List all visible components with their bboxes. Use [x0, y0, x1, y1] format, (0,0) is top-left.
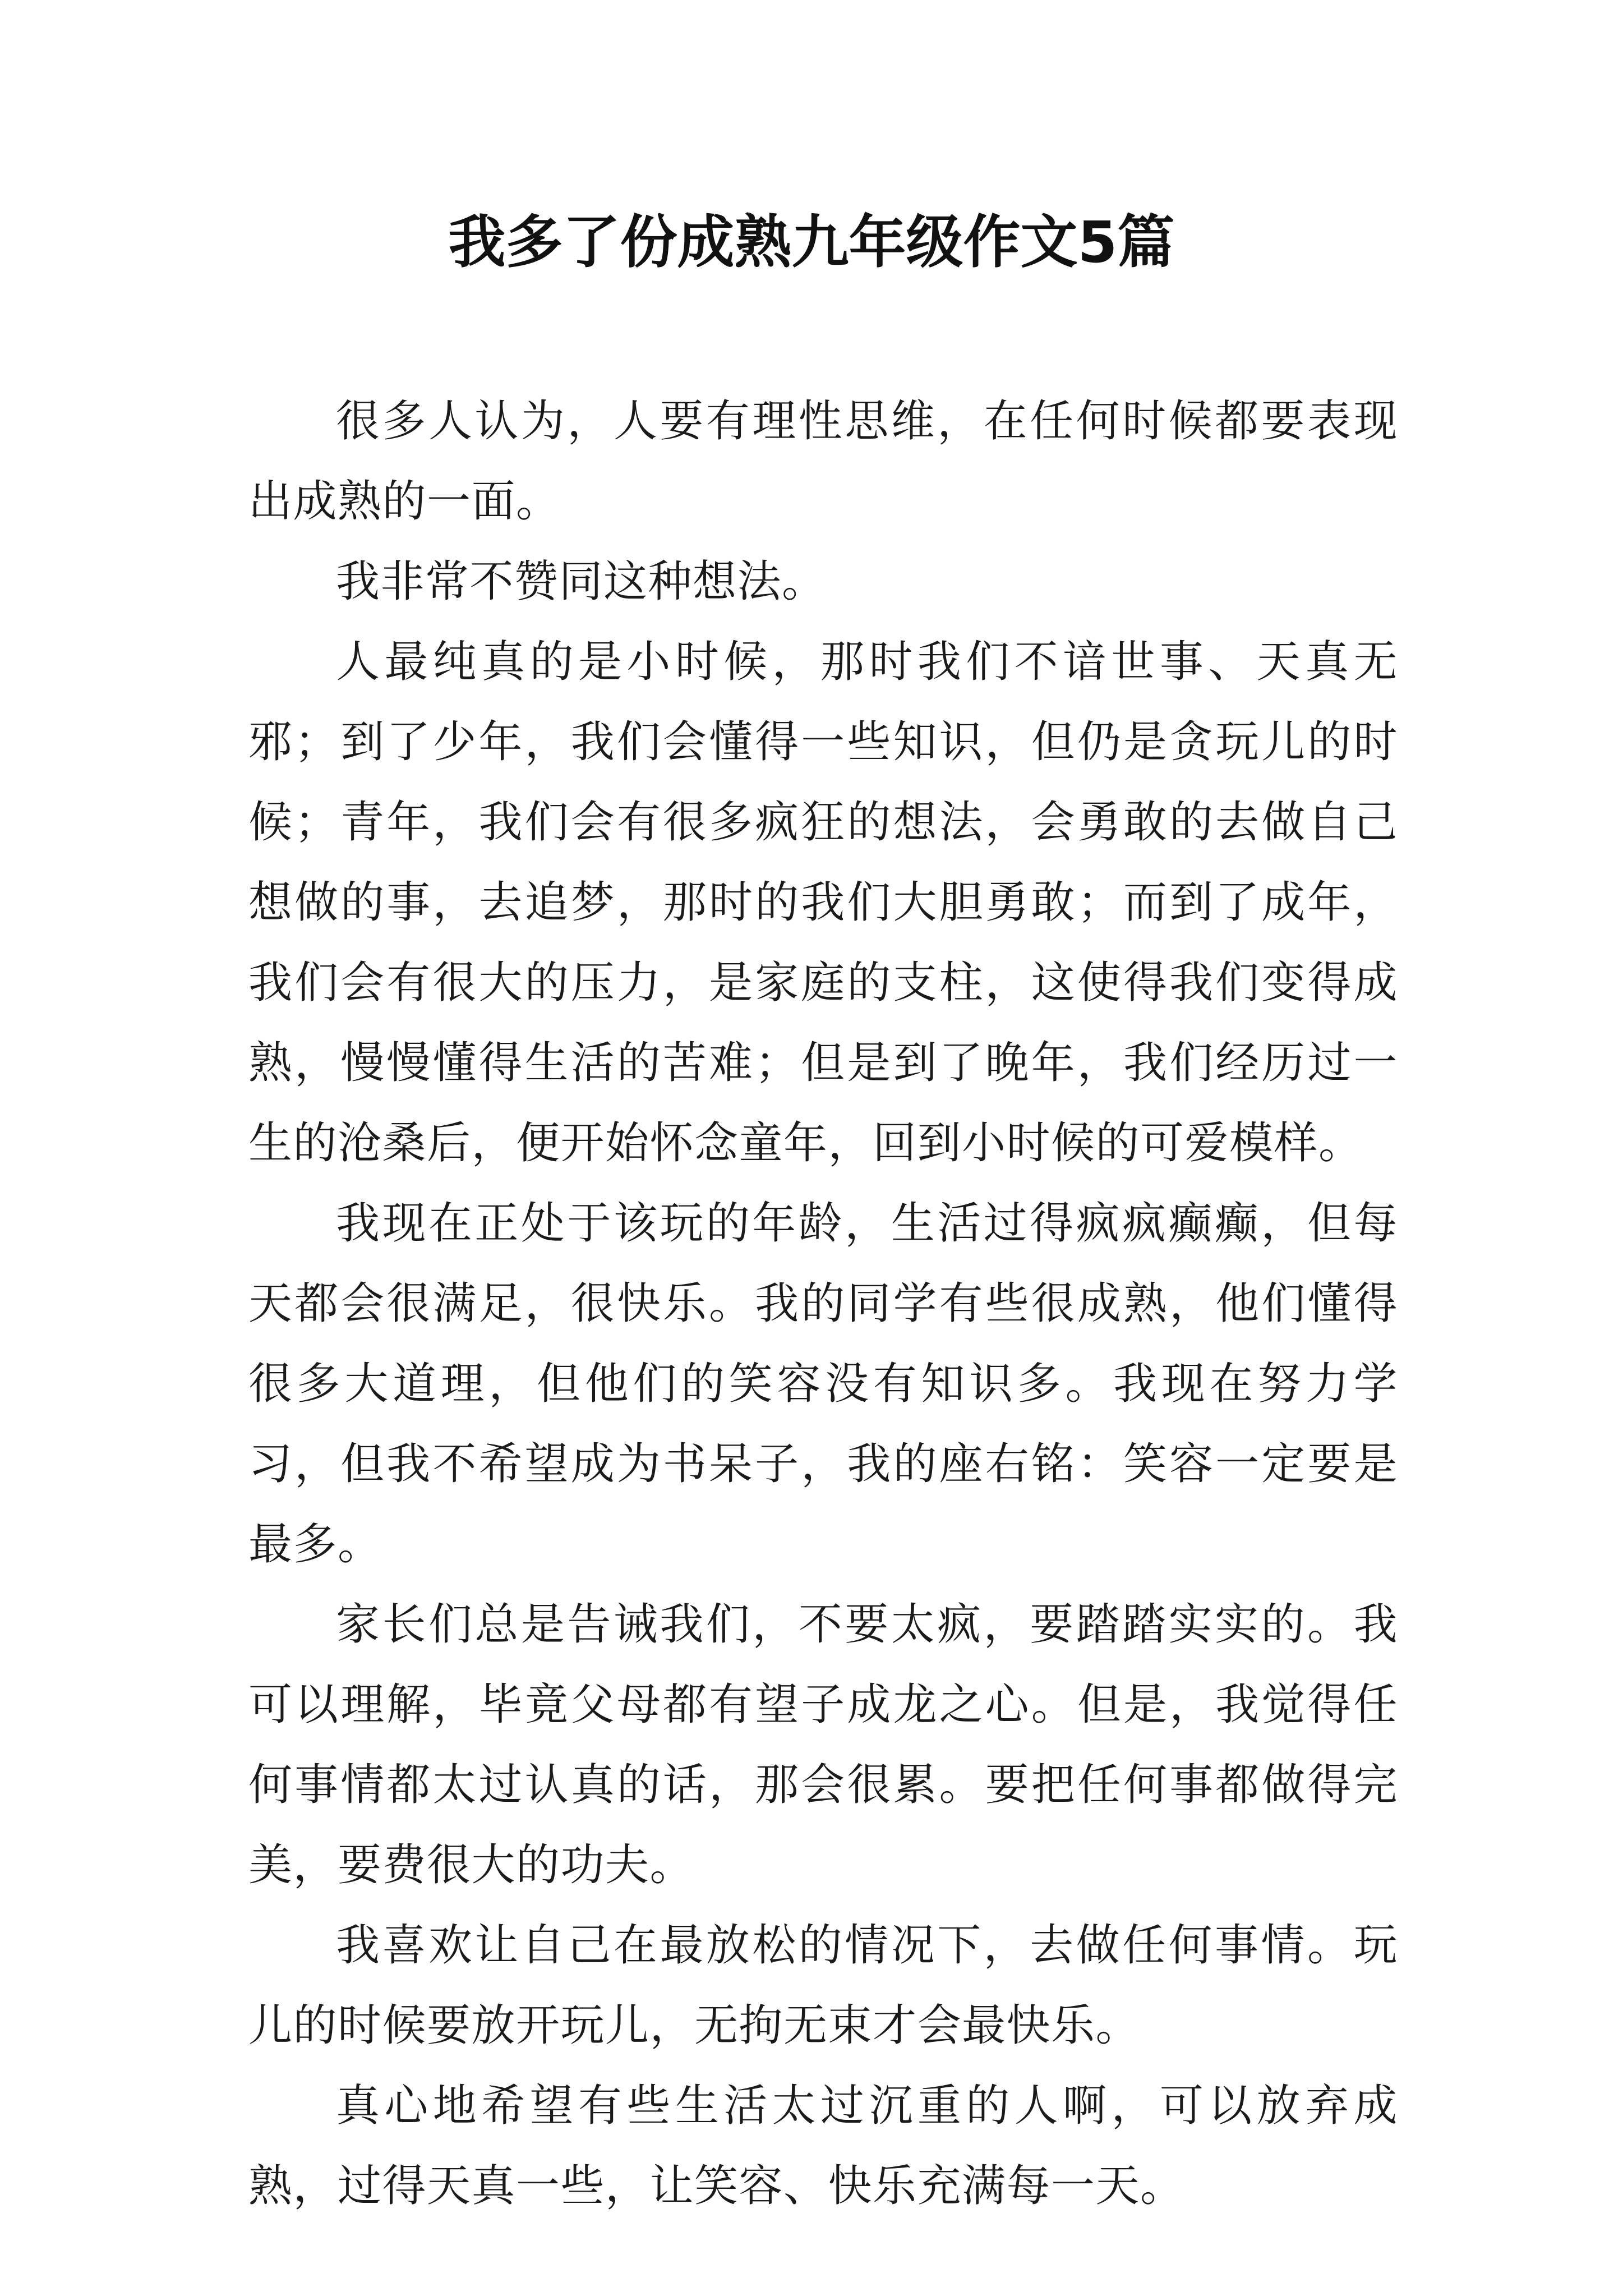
- paragraph: 我现在正处于该玩的年龄，生活过得疯疯癫癫，但每天都会很满足，很快乐。我的同学有些很成熟，他们懂得很多大道理，但他们的笑容没有知识多。我现在努力学习，但我不希望成为书呆子，我的座右铭：笑容一定要是最多。: [248, 1198, 1398, 1570]
- paragraph: 人最纯真的是小时候，那时我们不谙世事、天真无邪；到了少年，我们会懂得一些知识，但仍是贪玩儿的时候；青年，我们会有很多疯狂的想法，会勇敢的去做自己想做的事，去追梦，那时的我们大胆勇敢；而到了成年，我们会有很大的压力，是家庭的支柱，这使得我们变得成熟，慢慢懂得生活的苦难；但是到了晚年，我们经历过一生的沧桑后，便开始怀念童年，回到小时候的可爱模样。: [248, 637, 1398, 1168]
- paragraph: 家长们总是告诫我们，不要太疯，要踏踏实实的。我可以理解，毕竟父母都有望子成龙之心。但是，我觉得任何事情都太过认真的话，那会很累。要把任何事都做得完美，要费很大的功夫。: [248, 1599, 1398, 1890]
- document-title: 我多了份成熟九年级作文5篇: [448, 209, 1175, 276]
- paragraph: 我喜欢让自己在最放松的情况下，去做任何事情。玩儿的时候要放开玩儿，无拘无束才会最快乐。: [248, 1920, 1398, 2051]
- paragraph: 我非常不赞同这种想法。: [336, 556, 827, 607]
- paragraph: 很多人认为，人要有理性思维，在任何时候都要表现出成熟的一面。: [248, 396, 1398, 527]
- document-body: [248, 381, 1398, 2226]
- paragraph: 真心地希望有些生活太过沉重的人啊，可以放弃成熟，过得天真一些，让笑容、快乐充满每一天。: [248, 2081, 1398, 2211]
